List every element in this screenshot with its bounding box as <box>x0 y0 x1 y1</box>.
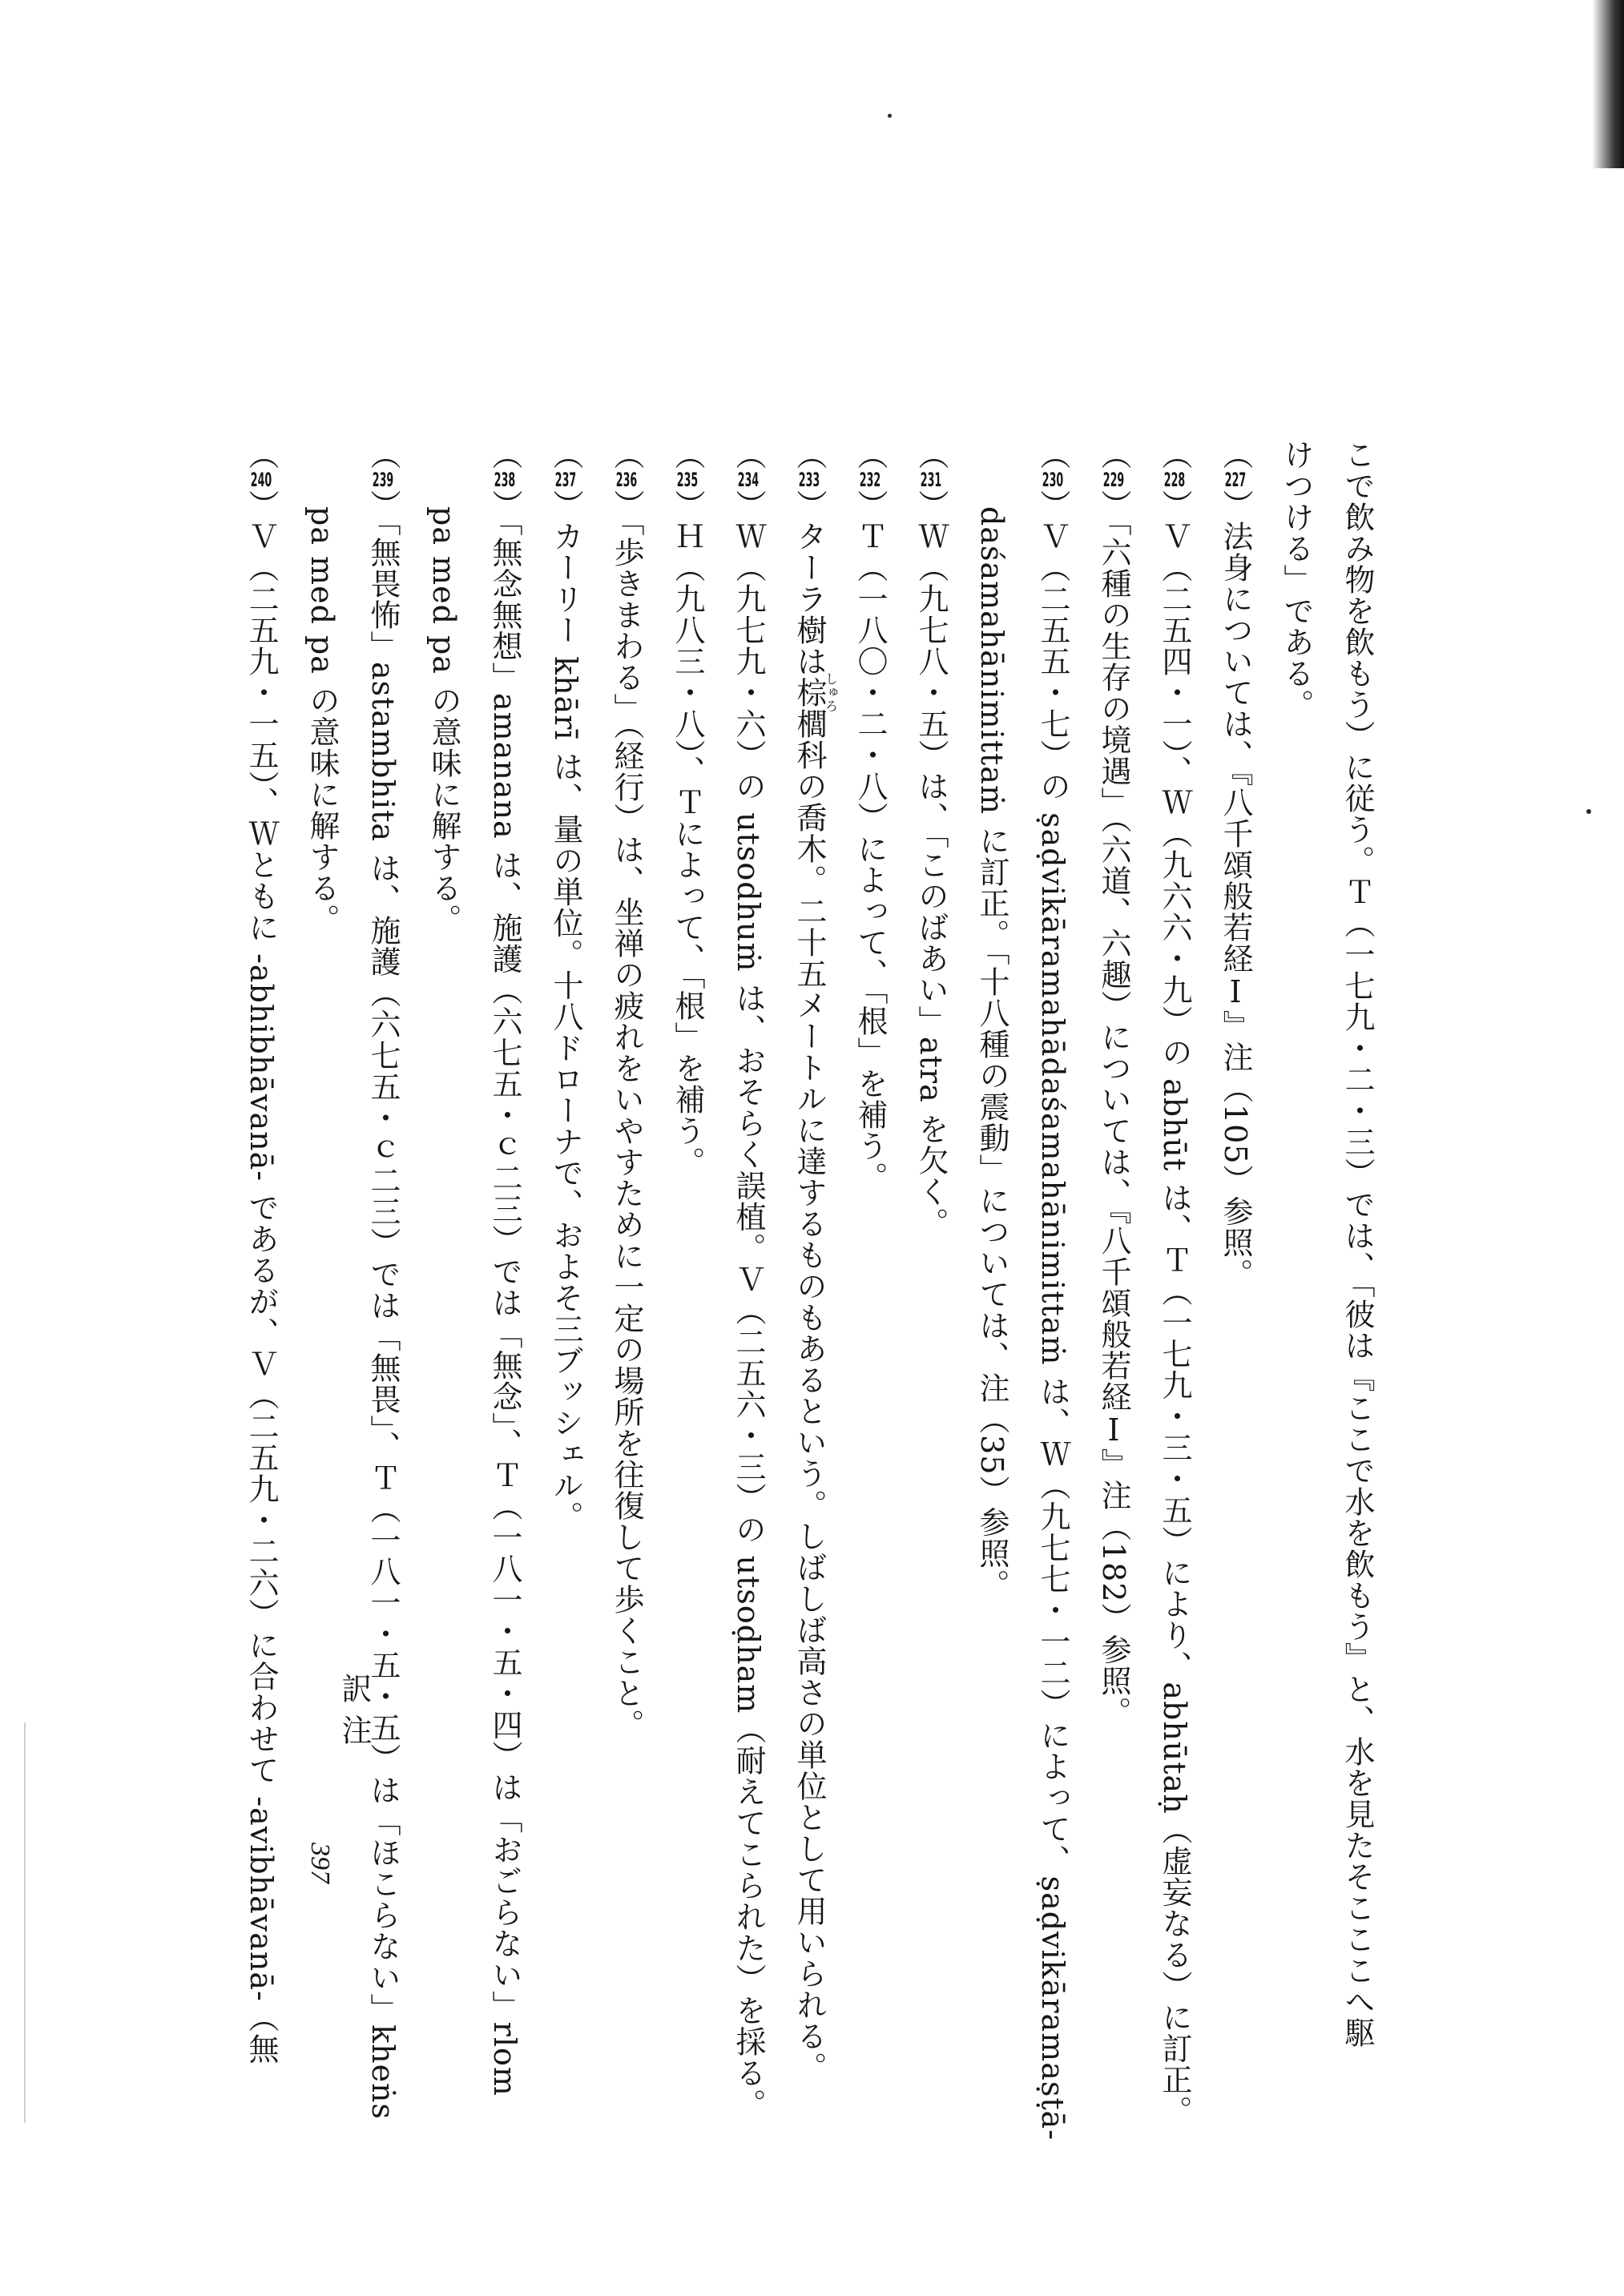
text-line: こで飲み物を飲もう）に従う。Ｔ（一七九・二・三）では、「彼は『ここで水を飲もう』と、水を見たそこここへ駆 <box>1340 439 1375 2048</box>
note-236: （236）「歩きまわる」（経行）は、坐禅の疲れをいやすために一定の場所を往復して歩くこと。 <box>609 439 644 1740</box>
scan-edge-line <box>24 1722 26 2123</box>
speck <box>888 114 892 118</box>
ruby-annotation: 棕しゅろ <box>792 672 839 713</box>
note-235: （235）Ｈ（九八三・八）、Ｔによって、「根」を補う。 <box>670 439 705 1178</box>
note-240: （240）Ｖ（二五九・一五）、Ｗともに -abhibhāvanā- であるが、Ｖ（二五九・二六）に合わせて -avibhāvanā-（無 <box>244 439 279 2064</box>
note-238: （238）「無念無想」amanana は、施護（六七五・ｃ二三）では「無念」、Ｔ（一八一・五・四）は「おごらない」rlom <box>487 439 522 2097</box>
note-231: （231）Ｗ（九七八・五）は、「このばあい」atra を欠く。 <box>913 439 949 1239</box>
annotation-column <box>231 439 1388 2141</box>
text-line: pa med pa の意味に解する。 <box>304 506 340 936</box>
note-234: （234）Ｗ（九七九・六）の utsodhuṁ は、おそらく誤植。Ｖ（二五六・三）の utsoḍham（耐えてこられた）を採る。 <box>731 439 766 2121</box>
note-227: （227）法身については、『八千頌般若経Ⅰ』注（105）参照。 <box>1218 439 1253 1290</box>
note-233: （233）ターラ樹は棕しゅろ櫚科の喬木。二十五メートルに達するものもあるという。しばしば高さの単位として用いられる。 <box>792 439 839 2083</box>
text-line: pa med pa の意味に解する。 <box>426 506 461 936</box>
text-line: daśamahānimittaṁ に訂正。「十八種の震動」については、注（35）参照。 <box>974 506 1009 1601</box>
page-number: 397 <box>305 1843 335 1883</box>
note-228: （228）Ｖ（二五四・一）、Ｗ（九六六・九）の abhūt は、Ｔ（一七九・三・五）により、abhūtaḥ（虚妄なる）に訂正。 <box>1157 439 1192 2127</box>
speck <box>1586 809 1591 814</box>
note-239: （239）「無畏怖」astambhita は、施護（六七五・ｃ二三）では「無畏」、Ｔ（一八一・五・五）は「ほこらない」kheṅs <box>365 439 401 2121</box>
running-header: 訳注 <box>336 1673 372 1756</box>
note-237: （237）カーリー khārī は、量の単位。十八ドローナで、およそ三ブッシェル。 <box>548 439 583 1533</box>
note-232: （232）Ｔ（一八〇・二・八）によって、「根」を補う。 <box>852 439 888 1193</box>
note-230: （230）Ｖ（二五五・七）の ṣaḍvikāramahādaśamahānimittaṁ は、Ｗ（九七七・一二）によって、ṣaḍvikāramaṣṭā- <box>1035 439 1070 2141</box>
text-line: けつける」である。 <box>1279 439 1314 720</box>
scan-edge-shadow <box>1592 0 1624 168</box>
note-229: （229）「六種の生存の境遇」（六道、六趣）については、『八千頌般若経Ⅰ』注（182）参照。 <box>1096 439 1131 1728</box>
